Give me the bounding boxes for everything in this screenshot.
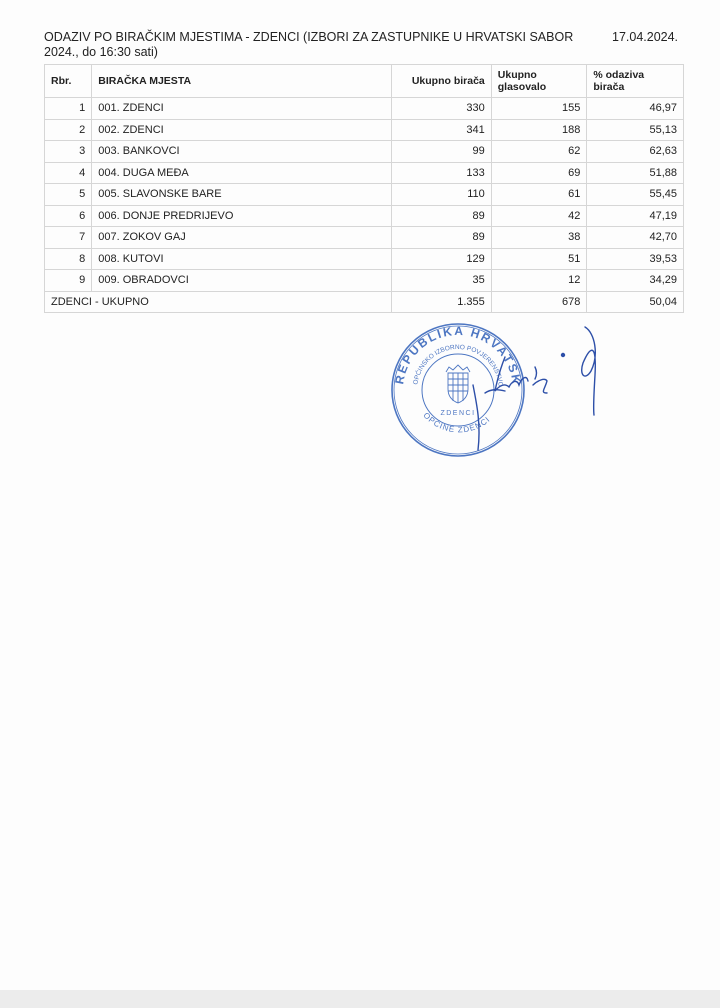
row-turnout-percent: 55,13	[587, 119, 684, 141]
total-label: ZDENCI - UKUPNO	[45, 291, 392, 312]
row-total-voted: 188	[491, 119, 587, 141]
row-turnout-percent: 62,63	[587, 141, 684, 163]
row-total-voted: 12	[491, 270, 587, 292]
coat-of-arms-icon	[446, 365, 470, 403]
row-number: 9	[45, 270, 92, 292]
row-number: 1	[45, 98, 92, 120]
document-date: 17.04.2024.	[612, 30, 679, 44]
table-row	[45, 248, 684, 270]
table-row	[45, 227, 684, 249]
polling-station-name: 009. OBRADOVCI	[92, 270, 392, 292]
row-total-voters: 99	[392, 141, 492, 163]
row-number: 8	[45, 248, 92, 270]
turnout-table	[44, 64, 684, 313]
row-total-voters: 133	[392, 162, 492, 184]
row-turnout-percent: 34,29	[587, 270, 684, 292]
row-number: 2	[45, 119, 92, 141]
total-voters: 1.355	[392, 291, 492, 312]
row-turnout-percent: 42,70	[587, 227, 684, 249]
polling-station-name: 007. ZOKOV GAJ	[92, 227, 392, 249]
total-turnout: 50,04	[587, 291, 684, 312]
row-total-voters: 341	[392, 119, 492, 141]
row-total-voted: 42	[491, 205, 587, 227]
row-total-voters: 35	[392, 270, 492, 292]
polling-station-name: 003. BANKOVCI	[92, 141, 392, 163]
table-total-row	[45, 291, 684, 312]
row-number: 7	[45, 227, 92, 249]
polling-station-name: 001. ZDENCI	[92, 98, 392, 120]
table-row	[45, 270, 684, 292]
total-voted: 678	[491, 291, 587, 312]
row-turnout-percent: 47,19	[587, 205, 684, 227]
polling-station-name: 006. DONJE PREDRIJEVO	[92, 205, 392, 227]
row-turnout-percent: 39,53	[587, 248, 684, 270]
table-row	[45, 98, 684, 120]
stamp-outer-text: REPUBLIKA HRVATSK	[392, 323, 524, 387]
table-row	[45, 119, 684, 141]
polling-station-name: 005. SLAVONSKE BARE	[92, 184, 392, 206]
row-total-voters: 129	[392, 248, 492, 270]
polling-station-name: 008. KUTOVI	[92, 248, 392, 270]
column-header-turnout-percent: % odaziva birača	[587, 65, 684, 98]
column-header-total-voted: Ukupno glasovalo	[491, 65, 587, 98]
row-total-voters: 330	[392, 98, 492, 120]
row-total-voted: 61	[491, 184, 587, 206]
row-total-voted: 155	[491, 98, 587, 120]
row-turnout-percent: 55,45	[587, 184, 684, 206]
polling-station-name: 004. DUGA MEĐA	[92, 162, 392, 184]
polling-station-name: 002. ZDENCI	[92, 119, 392, 141]
row-number: 6	[45, 205, 92, 227]
table-row	[45, 205, 684, 227]
column-header-rbr: Rbr.	[45, 65, 92, 98]
row-total-voted: 62	[491, 141, 587, 163]
official-stamp-and-signature	[385, 315, 615, 465]
document-title: ODAZIV PO BIRAČKIM MJESTIMA - ZDENCI (IZBORI ZA ZASTUPNIKE U HRVATSKI SABOR 2024., do 16:30 sati)	[44, 30, 574, 59]
table-header-row	[45, 65, 684, 98]
row-total-voters: 89	[392, 205, 492, 227]
row-total-voters: 89	[392, 227, 492, 249]
column-header-total-voters: Ukupno birača	[392, 65, 492, 98]
column-header-polling-stations: BIRAČKA MJESTA	[92, 65, 392, 98]
table-row	[45, 184, 684, 206]
row-total-voted: 38	[491, 227, 587, 249]
table-row	[45, 141, 684, 163]
stamp-svg	[385, 315, 615, 465]
page-bottom-edge	[0, 990, 720, 1008]
row-turnout-percent: 51,88	[587, 162, 684, 184]
row-total-voters: 110	[392, 184, 492, 206]
table-body	[45, 98, 684, 313]
stamp-center-text: ZDENCI	[440, 410, 476, 417]
row-total-voted: 69	[491, 162, 587, 184]
row-turnout-percent: 46,97	[587, 98, 684, 120]
row-total-voted: 51	[491, 248, 587, 270]
table-row	[45, 162, 684, 184]
row-number: 5	[45, 184, 92, 206]
stamp-inner-text: OPĆINSKO IZBORNO POVJERENSTVO	[412, 343, 504, 388]
row-number: 4	[45, 162, 92, 184]
stamp-bottom-text: OPĆINE ZDENCI	[421, 410, 493, 435]
row-number: 3	[45, 141, 92, 163]
